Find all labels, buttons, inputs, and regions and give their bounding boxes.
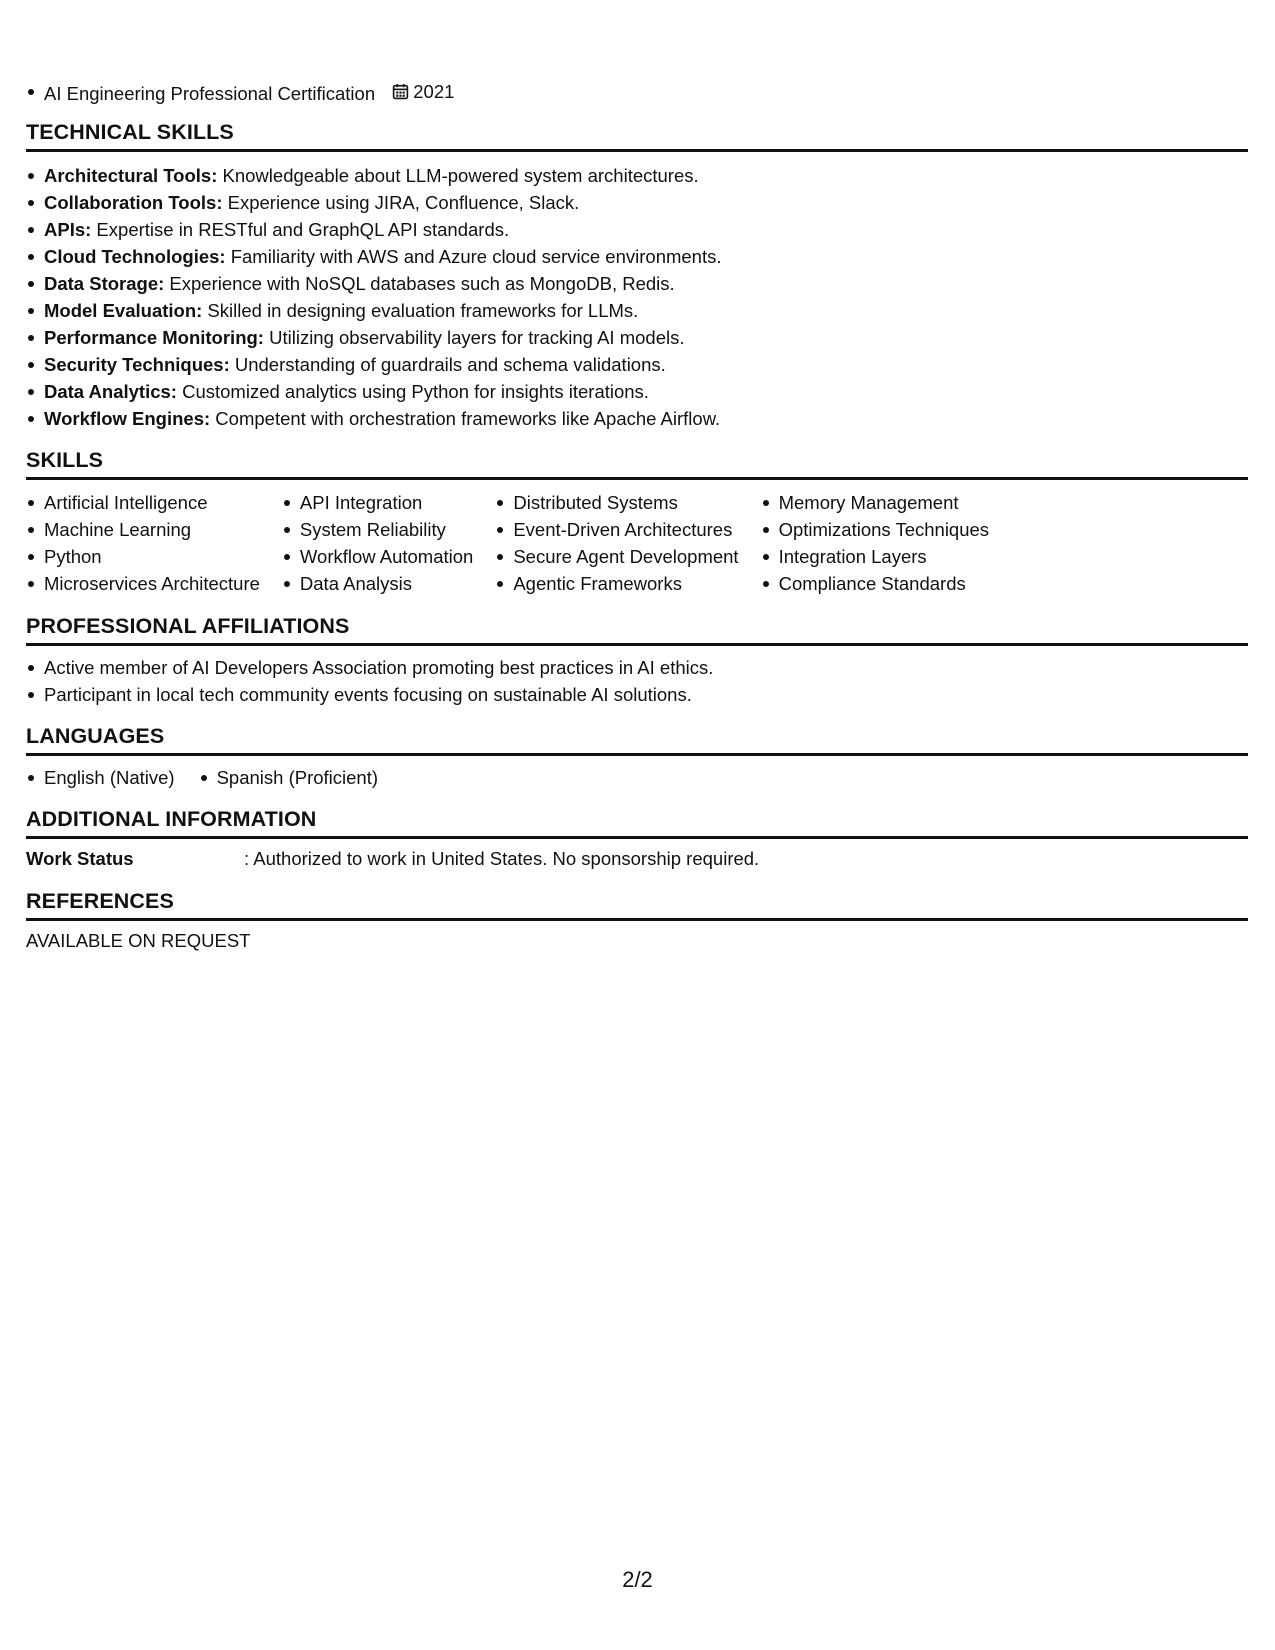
skills-column xyxy=(495,489,738,597)
certification-year: 2021 xyxy=(413,81,455,102)
list-item xyxy=(26,378,722,405)
list-item: Secure Agent Development xyxy=(495,543,738,570)
work-status-label: Work Status xyxy=(26,848,134,869)
skill-text: Familiarity with AWS and Azure cloud service environments. xyxy=(225,246,722,267)
certification-name: AI Engineering Professional Certification xyxy=(44,83,376,104)
list-item: Optimizations Techniques xyxy=(761,516,989,543)
skills-column xyxy=(26,489,260,597)
skill-label: Architectural Tools: xyxy=(44,165,218,186)
list-item xyxy=(26,189,722,216)
skill-text: Utilizing observability layers for tracking AI models. xyxy=(263,327,685,348)
section-title-affiliations: PROFESSIONAL AFFILIATIONS xyxy=(26,612,1248,646)
section-title-references: REFERENCES xyxy=(26,887,1248,921)
list-item: Active member of AI Developers Association promoting best practices in AI ethics. xyxy=(26,654,713,681)
skill-label: Model Evaluation: xyxy=(44,300,203,321)
list-item xyxy=(26,324,722,351)
list-item: Artificial Intelligence xyxy=(26,489,260,516)
work-status-row xyxy=(26,845,759,872)
skill-text: Experience using JIRA, Confluence, Slack. xyxy=(222,192,580,213)
list-item: Participant in local tech community events focusing on sustainable AI solutions. xyxy=(26,681,713,708)
list-item xyxy=(26,297,722,324)
skill-text: Expertise in RESTful and GraphQL API standards. xyxy=(91,219,510,240)
page-number: 2/2 xyxy=(622,1567,653,1592)
skill-label: Cloud Technologies: xyxy=(44,246,226,267)
list-item xyxy=(26,405,722,432)
list-item: Agentic Frameworks xyxy=(495,570,738,597)
calendar-icon xyxy=(392,83,409,100)
list-item: Event-Driven Architectures xyxy=(495,516,738,543)
skill-label: APIs: xyxy=(44,219,92,240)
list-item xyxy=(26,162,722,189)
section-title-technical-skills: TECHNICAL SKILLS xyxy=(26,118,1248,152)
certification-list xyxy=(26,78,454,107)
certification-item xyxy=(26,78,454,107)
skill-label: Collaboration Tools: xyxy=(44,192,223,213)
references-text: AVAILABLE ON REQUEST xyxy=(26,930,251,951)
list-item: System Reliability xyxy=(282,516,473,543)
skill-text: Customized analytics using Python for insights iterations. xyxy=(176,381,649,402)
technical-skills-list xyxy=(26,162,722,432)
list-item: Spanish (Proficient) xyxy=(199,764,378,791)
section-title-languages: LANGUAGES xyxy=(26,722,1248,756)
section-title-additional-info: ADDITIONAL INFORMATION xyxy=(26,805,1248,839)
list-item xyxy=(26,243,722,270)
skill-label: Security Techniques: xyxy=(44,354,230,375)
list-item: Integration Layers xyxy=(761,543,989,570)
list-item: English (Native) xyxy=(26,764,175,791)
skill-text: Skilled in designing evaluation frameworks for LLMs. xyxy=(202,300,639,321)
skill-text: Understanding of guardrails and schema validations. xyxy=(229,354,666,375)
affiliations-list xyxy=(26,654,713,708)
list-item: Microservices Architecture xyxy=(26,570,260,597)
list-item: API Integration xyxy=(282,489,473,516)
skill-text: Knowledgeable about LLM-powered system architectures. xyxy=(217,165,699,186)
skill-label: Performance Monitoring: xyxy=(44,327,264,348)
skills-column xyxy=(761,489,989,597)
list-item xyxy=(26,270,722,297)
skill-label: Data Storage: xyxy=(44,273,165,294)
list-item: Data Analysis xyxy=(282,570,473,597)
list-item xyxy=(26,216,722,243)
section-title-skills: SKILLS xyxy=(26,446,1248,480)
list-item: Python xyxy=(26,543,260,570)
skill-text: Experience with NoSQL databases such as MongoDB, Redis. xyxy=(164,273,675,294)
skill-text: Competent with orchestration frameworks like Apache Airflow. xyxy=(210,408,721,429)
work-status-value: : Authorized to work in United States. No sponsorship required. xyxy=(244,848,760,869)
certification-date xyxy=(392,78,454,105)
languages-list xyxy=(26,764,402,791)
skill-label: Data Analytics: xyxy=(44,381,177,402)
skill-label: Workflow Engines: xyxy=(44,408,211,429)
skills-grid xyxy=(26,489,1011,597)
list-item: Workflow Automation xyxy=(282,543,473,570)
list-item: Memory Management xyxy=(761,489,989,516)
list-item: Compliance Standards xyxy=(761,570,989,597)
list-item xyxy=(26,351,722,378)
list-item: Distributed Systems xyxy=(495,489,738,516)
list-item: Machine Learning xyxy=(26,516,260,543)
skills-column xyxy=(282,489,473,597)
